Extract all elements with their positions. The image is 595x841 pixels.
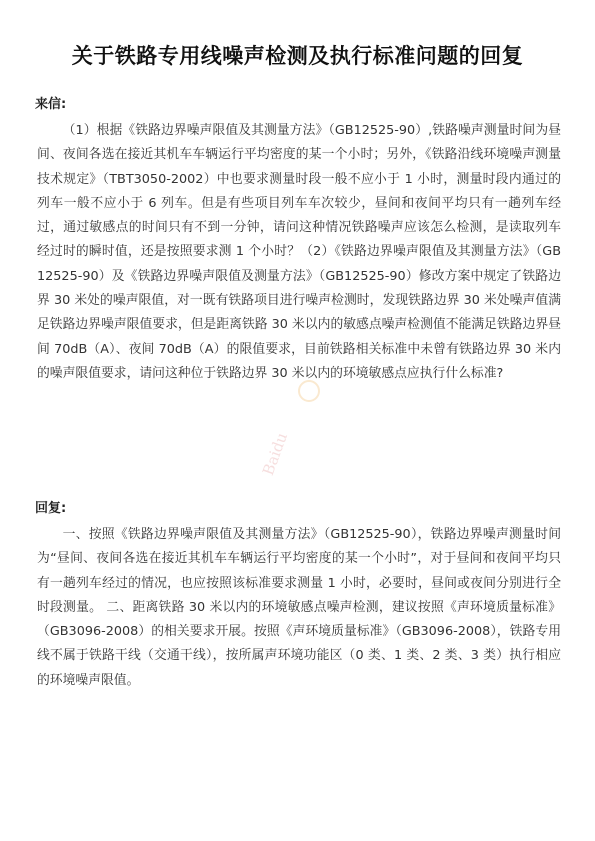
- letter-section-label: 来信:: [35, 97, 67, 112]
- reply-paragraph: 一、按照《铁路边界噪声限值及其测量方法》（GB12525-90），铁路边界噪声测量时间为“昼间、夜间各选在接近其机车车辆运行平均密度的某一个小时”，对于昼间和夜间平均只有一趟列车经过的情况，也应按照该标准要求测量 1 小时，必要时，昼间或夜间分别进行全时段测量。 二、距离铁路 30 米以内的环境敏感点噪声检测，建议按照《声环境质量标准》（GB3096-2008）的相关要求开展。按照《声环境质量标准》（GB3096-2008），铁路专用线不属于铁路干线（交通干线），按所属声环境功能区（0 类、1 类、2 类、3 类）执行相应的环境噪声限值。: [37, 527, 561, 688]
- watermark-text: Baidu: [259, 430, 292, 478]
- letter-paragraph: （1）根据《铁路边界噪声限值及其测量方法》（GB12525-90）,铁路噪声测量时间为昼间、夜间各选在接近其机车车辆运行平均密度的某一个小时；另外，《铁路沿线环境噪声测量技术规定》（TBT3050-2002）中也要求测量时段一般不应小于 1 小时，测量时段内通过的列车一般不应小于 6 列车。但是有些项目列车车次较少，昼间和夜间平均只有一趟列车经过，通过敏感点的时间只有不到一分钟，请问这种情况铁路噪声应该怎么检测，是读取列车经过时的瞬时值，还是按照要求测 1 个小时？（2）《铁路边界噪声限值及其测量方法》（GB12525-90）及《铁路边界噪声限值及测量方法》（GB12525-90）修改方案中规定了铁路边界 30 米处的噪声限值，对一既有铁路项目进行噪声检测时，发现铁路边界 30 米处噪声值满足铁路边界噪声限值要求，但是距离铁路 30 米以内的敏感点噪声检测值不能满足铁路边界昼间 70dB（A）、夜间 70dB（A）的限值要求，目前铁路相关标准中未曾有铁路边界 30 米内的噪声限值要求，请问这种位于铁路边界 30 米以内的环境敏感点应执行什么标准?: [37, 123, 561, 381]
- reply-section-label: 回复:: [35, 501, 67, 516]
- document-title: 关于铁路专用线噪声检测及执行标准问题的回复: [71, 44, 524, 68]
- watermark-logo: [259, 380, 328, 530]
